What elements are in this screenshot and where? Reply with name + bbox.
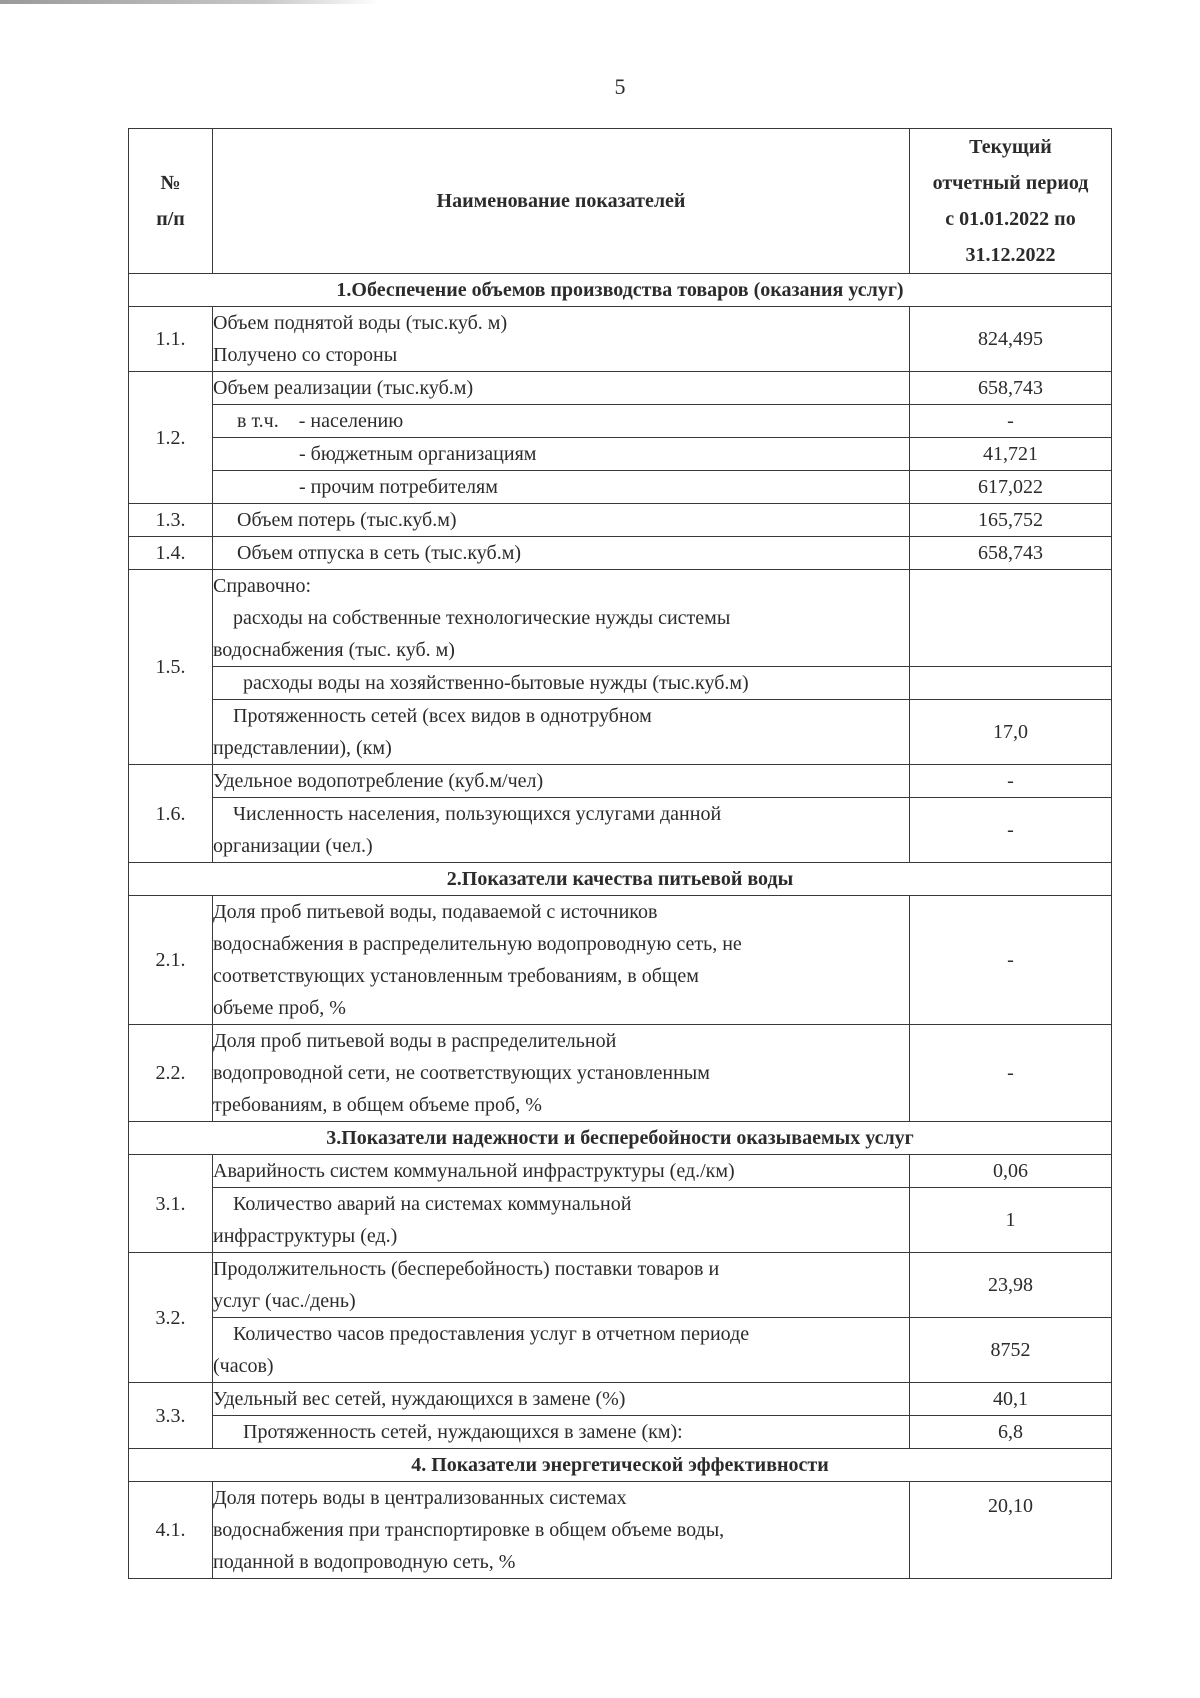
row-value: 17,0: [910, 700, 1112, 765]
indicators-table: [128, 128, 1112, 1579]
table-row: [129, 700, 1112, 765]
row-number: 2.2.: [129, 1025, 213, 1122]
row-value: 658,743: [910, 537, 1112, 570]
row-value: [910, 667, 1112, 700]
table-row: [129, 438, 1112, 471]
table-row: [129, 1482, 1112, 1579]
row-value: 41,721: [910, 438, 1112, 471]
row-number: 1.5.: [129, 570, 213, 765]
section-row: [129, 863, 1112, 896]
row-value: [910, 570, 1112, 667]
row-name: Количество аварий на системах коммунальной инфраструктуры (ед.): [213, 1188, 910, 1253]
row-value: 824,495: [910, 307, 1112, 372]
table-row: [129, 1025, 1112, 1122]
row-number: 1.6.: [129, 765, 213, 863]
row-name: Доля проб питьевой воды в распределительной водопроводной сети, не соответствующих установленным требованиям, в общем объеме проб, %: [213, 1025, 910, 1122]
row-name: в т.ч. - населению: [213, 405, 910, 438]
row-name: Удельный вес сетей, нуждающихся в замене (%): [213, 1383, 910, 1416]
row-value: 6,8: [910, 1416, 1112, 1449]
section-row: [129, 274, 1112, 307]
row-name: - прочим потребителям: [213, 471, 910, 504]
row-name: Объем потерь (тыс.куб.м): [213, 504, 910, 537]
row-value: -: [910, 896, 1112, 1025]
row-name: Аварийность систем коммунальной инфраструктуры (ед./км): [213, 1155, 910, 1188]
row-name: - бюджетным организациям: [213, 438, 910, 471]
row-value: 617,022: [910, 471, 1112, 504]
table-row: [129, 471, 1112, 504]
row-name: Продолжительность (бесперебойность) поставки товаров и услуг (час./день): [213, 1253, 910, 1318]
row-name: Доля потерь воды в централизованных системах водоснабжения при транспортировке в общем объеме воды, поданной в водопроводную сеть, %: [213, 1482, 910, 1579]
section-title: 2.Показатели качества питьевой воды: [129, 863, 1112, 896]
row-name: Протяженность сетей, нуждающихся в замене (км):: [213, 1416, 910, 1449]
row-value: 8752: [910, 1318, 1112, 1383]
table-row: [129, 1318, 1112, 1383]
row-number: 1.3.: [129, 504, 213, 537]
table-row: [129, 765, 1112, 798]
row-number: 3.3.: [129, 1383, 213, 1449]
row-name: Объем реализации (тыс.куб.м): [213, 372, 910, 405]
row-name: Удельное водопотребление (куб.м/чел): [213, 765, 910, 798]
section-row: [129, 1122, 1112, 1155]
table-row: [129, 307, 1112, 372]
row-name: Справочно: расходы на собственные технологические нужды системы водоснабжения (тыс. куб. м): [213, 570, 910, 667]
table-row: [129, 1155, 1112, 1188]
table-row: [129, 570, 1112, 667]
row-number: 1.2.: [129, 372, 213, 504]
table-row: [129, 896, 1112, 1025]
scan-edge-mark: [0, 0, 380, 4]
row-number: 2.1.: [129, 896, 213, 1025]
section-row: [129, 1449, 1112, 1482]
row-value: 165,752: [910, 504, 1112, 537]
row-value: -: [910, 1025, 1112, 1122]
table-row: [129, 405, 1112, 438]
row-name: Количество часов предоставления услуг в отчетном периоде (часов): [213, 1318, 910, 1383]
row-number: 3.1.: [129, 1155, 213, 1253]
row-value: -: [910, 765, 1112, 798]
row-name: Доля проб питьевой воды, подаваемой с источников водоснабжения в распределительную водопроводную сеть, не соответствующих установленным требованиям, в общем объеме проб, %: [213, 896, 910, 1025]
table-row: [129, 1188, 1112, 1253]
table-row: [129, 667, 1112, 700]
table-row: [129, 372, 1112, 405]
row-name: расходы воды на хозяйственно-бытовые нужды (тыс.куб.м): [213, 667, 910, 700]
section-title: 1.Обеспечение объемов производства товаров (оказания услуг): [129, 274, 1112, 307]
row-value: -: [910, 405, 1112, 438]
page-number: 5: [614, 74, 626, 99]
row-value: 23,98: [910, 1253, 1112, 1318]
row-value: -: [910, 798, 1112, 863]
row-name: Протяженность сетей (всех видов в однотрубном представлении), (км): [213, 700, 910, 765]
row-name: Объем отпуска в сеть (тыс.куб.м): [213, 537, 910, 570]
row-number: 1.1.: [129, 307, 213, 372]
section-title: 4. Показатели энергетической эффективности: [129, 1449, 1112, 1482]
header-number: № п/п: [129, 129, 213, 274]
row-value: 40,1: [910, 1383, 1112, 1416]
row-value: 20,10: [910, 1482, 1112, 1579]
row-number: 4.1.: [129, 1482, 213, 1579]
table-row: [129, 504, 1112, 537]
table-row: [129, 1416, 1112, 1449]
row-number: 3.2.: [129, 1253, 213, 1383]
row-value: 0,06: [910, 1155, 1112, 1188]
header-name: Наименование показателей: [213, 129, 910, 274]
table-row: [129, 537, 1112, 570]
row-value: 658,743: [910, 372, 1112, 405]
table-row: [129, 798, 1112, 863]
table-row: [129, 1253, 1112, 1318]
table-row: [129, 1383, 1112, 1416]
row-value: 1: [910, 1188, 1112, 1253]
row-number: 1.4.: [129, 537, 213, 570]
section-title: 3.Показатели надежности и бесперебойности оказываемых услуг: [129, 1122, 1112, 1155]
row-name: Численность населения, пользующихся услугами данной организации (чел.): [213, 798, 910, 863]
row-name: Объем поднятой воды (тыс.куб. м) Получено со стороны: [213, 307, 910, 372]
header-period: Текущий отчетный период с 01.01.2022 по 31.12.2022: [910, 129, 1112, 274]
table-header-row: [129, 129, 1112, 274]
